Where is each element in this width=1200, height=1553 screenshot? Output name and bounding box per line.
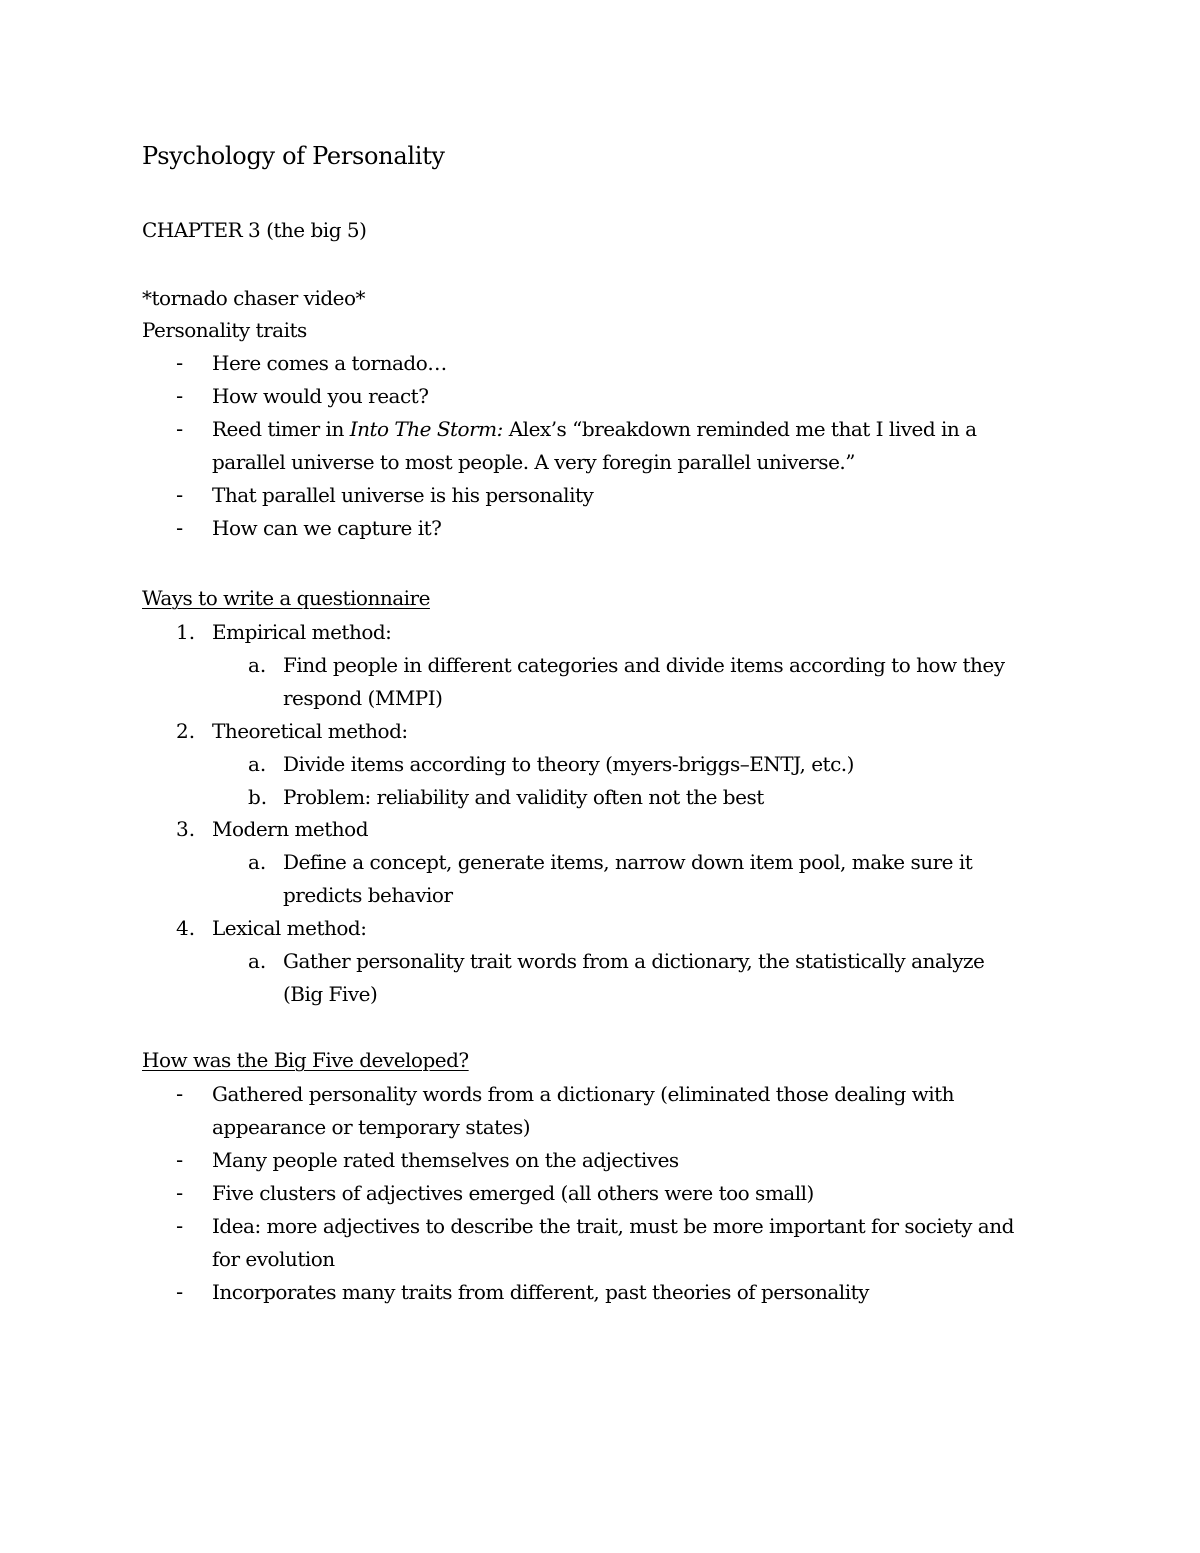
- sublist-item: Divide items according to theory (myers-briggs–ENTJ, etc.): [283, 752, 854, 776]
- bullet-marker: -: [176, 1280, 184, 1304]
- bullet-marker: -: [176, 351, 184, 375]
- list-item: Lexical method:: [212, 916, 367, 940]
- bullet-marker: -: [176, 1148, 184, 1172]
- list-number: 2.: [176, 719, 196, 743]
- list-item: Modern method: [212, 817, 369, 841]
- list-item: Five clusters of adjectives emerged (all others were too small): [212, 1181, 814, 1205]
- chapter-heading: CHAPTER 3 (the big 5): [142, 218, 367, 242]
- section-heading-personality-traits: Personality traits: [142, 318, 307, 342]
- list-item: Here comes a tornado…: [212, 351, 447, 375]
- bullet-marker: -: [176, 1214, 184, 1238]
- bullet-marker: -: [176, 483, 184, 507]
- list-item-continuation: parallel universe to most people. A very foregin parallel universe.”: [212, 450, 855, 474]
- list-item: How would you react?: [212, 384, 429, 408]
- list-item-quote: [212, 413, 977, 446]
- quote-prefix: Reed timer in: [212, 417, 350, 441]
- sublist-letter: a.: [248, 949, 267, 973]
- list-item-continuation: appearance or temporary states): [212, 1115, 531, 1139]
- quote-text: Alex’s “breakdown reminded me that I lived in a: [502, 417, 977, 441]
- sublist-item-continuation: predicts behavior: [283, 883, 453, 907]
- list-number: 1.: [176, 620, 196, 644]
- sublist-item: Problem: reliability and validity often not the best: [283, 785, 764, 809]
- sublist-item-continuation: (Big Five): [283, 982, 378, 1006]
- sublist-item: Find people in different categories and divide items according to how they: [283, 653, 1005, 677]
- movie-title: Into The Storm:: [349, 417, 503, 441]
- section-heading-questionnaire: Ways to write a questionnaire: [142, 586, 430, 610]
- list-item-continuation: for evolution: [212, 1247, 335, 1271]
- list-item: Gathered personality words from a dictionary (eliminated those dealing with: [212, 1082, 955, 1106]
- bullet-marker: -: [176, 384, 184, 408]
- bullet-marker: -: [176, 1181, 184, 1205]
- bullet-marker: -: [176, 516, 184, 540]
- list-item: Theoretical method:: [212, 719, 408, 743]
- list-item: Incorporates many traits from different, past theories of personality: [212, 1280, 869, 1304]
- document-title: Psychology of Personality: [142, 142, 445, 170]
- list-item: Many people rated themselves on the adjectives: [212, 1148, 679, 1172]
- list-item: How can we capture it?: [212, 516, 442, 540]
- list-item: Empirical method:: [212, 620, 392, 644]
- sublist-item-continuation: respond (MMPI): [283, 686, 443, 710]
- list-number: 4.: [176, 916, 196, 940]
- list-number: 3.: [176, 817, 196, 841]
- list-item: That parallel universe is his personality: [212, 483, 594, 507]
- sublist-item: Define a concept, generate items, narrow down item pool, make sure it: [283, 850, 973, 874]
- section-heading-big-five: How was the Big Five developed?: [142, 1048, 469, 1072]
- sublist-letter: b.: [248, 785, 268, 809]
- sublist-letter: a.: [248, 850, 267, 874]
- sublist-item: Gather personality trait words from a dictionary, the statistically analyze: [283, 949, 985, 973]
- bullet-marker: -: [176, 1082, 184, 1106]
- list-item: Idea: more adjectives to describe the trait, must be more important for society and: [212, 1214, 1014, 1238]
- video-note: *tornado chaser video*: [142, 286, 366, 310]
- sublist-letter: a.: [248, 653, 267, 677]
- bullet-marker: -: [176, 417, 184, 441]
- sublist-letter: a.: [248, 752, 267, 776]
